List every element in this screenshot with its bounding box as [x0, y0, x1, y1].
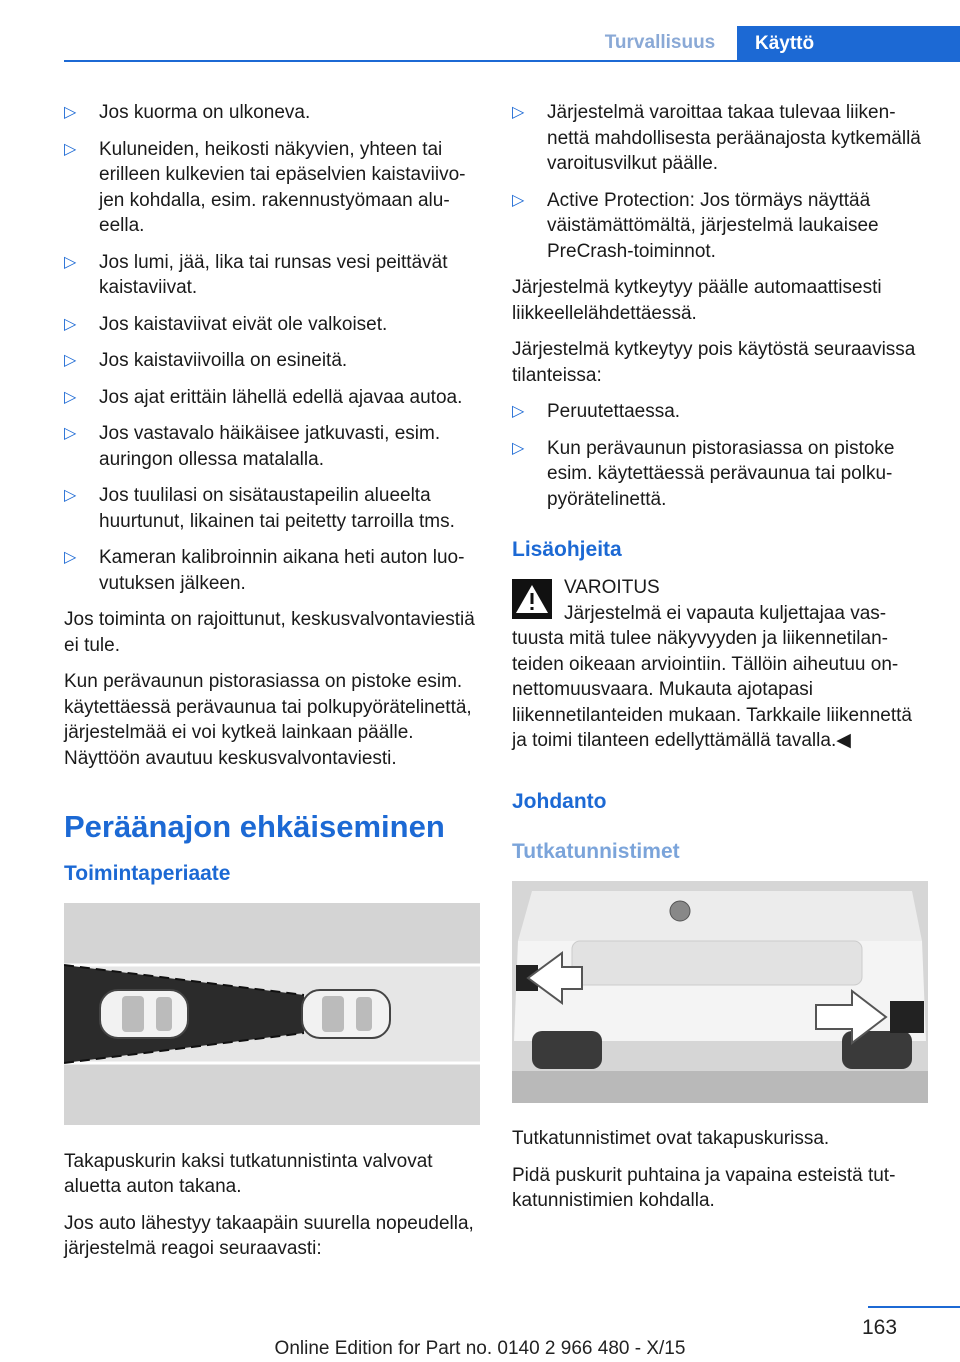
right-column: [512, 100, 930, 1225]
page-number: 163: [862, 1316, 898, 1339]
radar-sensor-photo: [512, 881, 930, 1111]
paragraph: Jos toiminta on rajoittunut, keskusvalvontaviestiä ei tule.: [64, 609, 475, 656]
leading-car-icon: [302, 990, 390, 1038]
list-item: ▷ Jos tuulilasi on sisätaustapeilin alueelta huurtunut, likainen tai peitetty tarroilla tms.: [64, 485, 455, 532]
triangle-bullet-icon: ▷: [512, 439, 525, 457]
triangle-bullet-icon: ▷: [64, 253, 77, 271]
paragraph: Takapuskurin kaksi tutkatunnistinta valvovat aluetta auton takana.: [64, 1150, 433, 1197]
edition-footer: Online Edition for Part no. 0140 2 966 480 - X/15: [274, 1338, 686, 1359]
list-item: ▷ Jos kaistaviivoilla on esineitä.: [64, 348, 482, 374]
list-item: ▷ Kuluneiden, heikosti näkyvien, yhteen tai erilleen kulkevien tai epäselvien kaistaviivojen kohdalla, esim. rakennustyömaan alueella.: [64, 138, 466, 236]
subsection-heading: Tutkatunnistimet: [512, 839, 680, 863]
reaction-list: [512, 100, 930, 264]
subsection-heading: Lisäohjeita: [512, 538, 622, 561]
deactivation-list: [512, 399, 930, 512]
list-item: ▷ Jos lumi, jää, lika tai runsas vesi peittävät kaistaviivat.: [64, 251, 448, 298]
triangle-bullet-icon: ▷: [64, 140, 77, 158]
subsection-heading: Toimintaperiaate: [64, 862, 231, 885]
triangle-bullet-icon: ▷: [64, 352, 77, 369]
triangle-bullet-icon: ▷: [64, 487, 77, 504]
section-heading: Peräänajon ehkäiseminen: [64, 809, 445, 844]
warning-block: [512, 575, 930, 601]
following-car-icon: [100, 990, 188, 1038]
paragraph: Jos auto lähestyy takaapäin suurella nopeudella, järjestelmä reagoi seuraavasti:: [64, 1212, 474, 1259]
subsection-heading: Johdanto: [512, 789, 607, 813]
list-item: ▷ Jos vastavalo häikäisee jatkuvasti, esim. auringon ollessa matalalla.: [64, 423, 441, 470]
rear-collision-diagram: [64, 903, 482, 1133]
list-item: ▷ Active Protection: Jos törmäys näyttää väistämättömältä, järjestelmä laukaisee PreCrash-toiminnot.: [512, 189, 879, 262]
section-tab-kaytto[interactable]: Käyttö: [737, 26, 960, 62]
triangle-bullet-icon: ▷: [64, 388, 77, 406]
triangle-bullet-icon: ▷: [64, 425, 77, 442]
triangle-bullet-icon: ▷: [64, 104, 77, 121]
limitations-list: [64, 100, 482, 596]
warning-title: VAROITUS: [564, 577, 660, 598]
list-item: ▷ Jos kuorma on ulkoneva.: [64, 100, 482, 126]
triangle-bullet-icon: ▷: [64, 549, 77, 566]
paragraph: Järjestelmä kytkeytyy pois käytöstä seuraavissa tilanteissa:: [512, 339, 916, 386]
list-item: ▷ Peruutettaessa.: [512, 399, 930, 425]
paragraph: Tutkatunnistimet ovat takapuskurissa.: [512, 1128, 830, 1149]
left-column: [64, 100, 482, 1273]
warning-triangle-icon: [512, 579, 552, 619]
triangle-bullet-icon: ▷: [512, 104, 525, 121]
paragraph: Järjestelmä kytkeytyy päälle automaattisesti liikkeellelähdettäessä.: [512, 277, 882, 324]
warning-text: Järjestelmä ei vapauta kuljettajaa vastuusta mitä tulee näkyvyyden ja liikennetilanteiden oikeaan arviointiin. Tällöin aiheutuu onnettomuusvaara. Mukauta ajotapasi liikennetilanteiden mukaan. Tarkkaile liikennettä ja toimi tilanteen edellyttämällä tavalla.◀: [512, 602, 912, 751]
list-item: ▷ Jos ajat erittäin lähellä edellä ajavaa autoa.: [64, 385, 482, 411]
header-rule: [64, 60, 960, 62]
triangle-bullet-icon: ▷: [512, 403, 525, 420]
list-item: ▷ Kun perävaunun pistorasiassa on pistoke esim. käytettäessä perävaunua tai polkupyörätelinettä.: [512, 437, 895, 510]
list-item: ▷ Järjestelmä varoittaa takaa tulevaa liikennettä mahdollisesta peräänajosta kytkemällä varoitusvilkut päälle.: [512, 102, 921, 174]
triangle-bullet-icon: ▷: [512, 191, 525, 209]
list-item: ▷ Jos kaistaviivat eivät ole valkoiset.: [64, 312, 482, 338]
paragraph: Kun perävaunun pistorasiassa on pistoke esim. käytettäessä perävaunua tai polkupyörätelinettä, järjestelmää ei voi kytkeä lainkaan päälle. Näyttöön avautuu keskusvalvontaviesti.: [64, 671, 472, 769]
section-tab-turvallisuus[interactable]: Turvallisuus: [604, 32, 716, 53]
triangle-bullet-icon: ▷: [64, 315, 77, 333]
paragraph: Pidä puskurit puhtaina ja vapaina esteistä tutkatunnistimien kohdalla.: [512, 1164, 896, 1211]
footer-rule: [868, 1306, 960, 1308]
list-item: ▷ Kameran kalibroinnin aikana heti auton luovutuksen jälkeen.: [64, 547, 465, 594]
